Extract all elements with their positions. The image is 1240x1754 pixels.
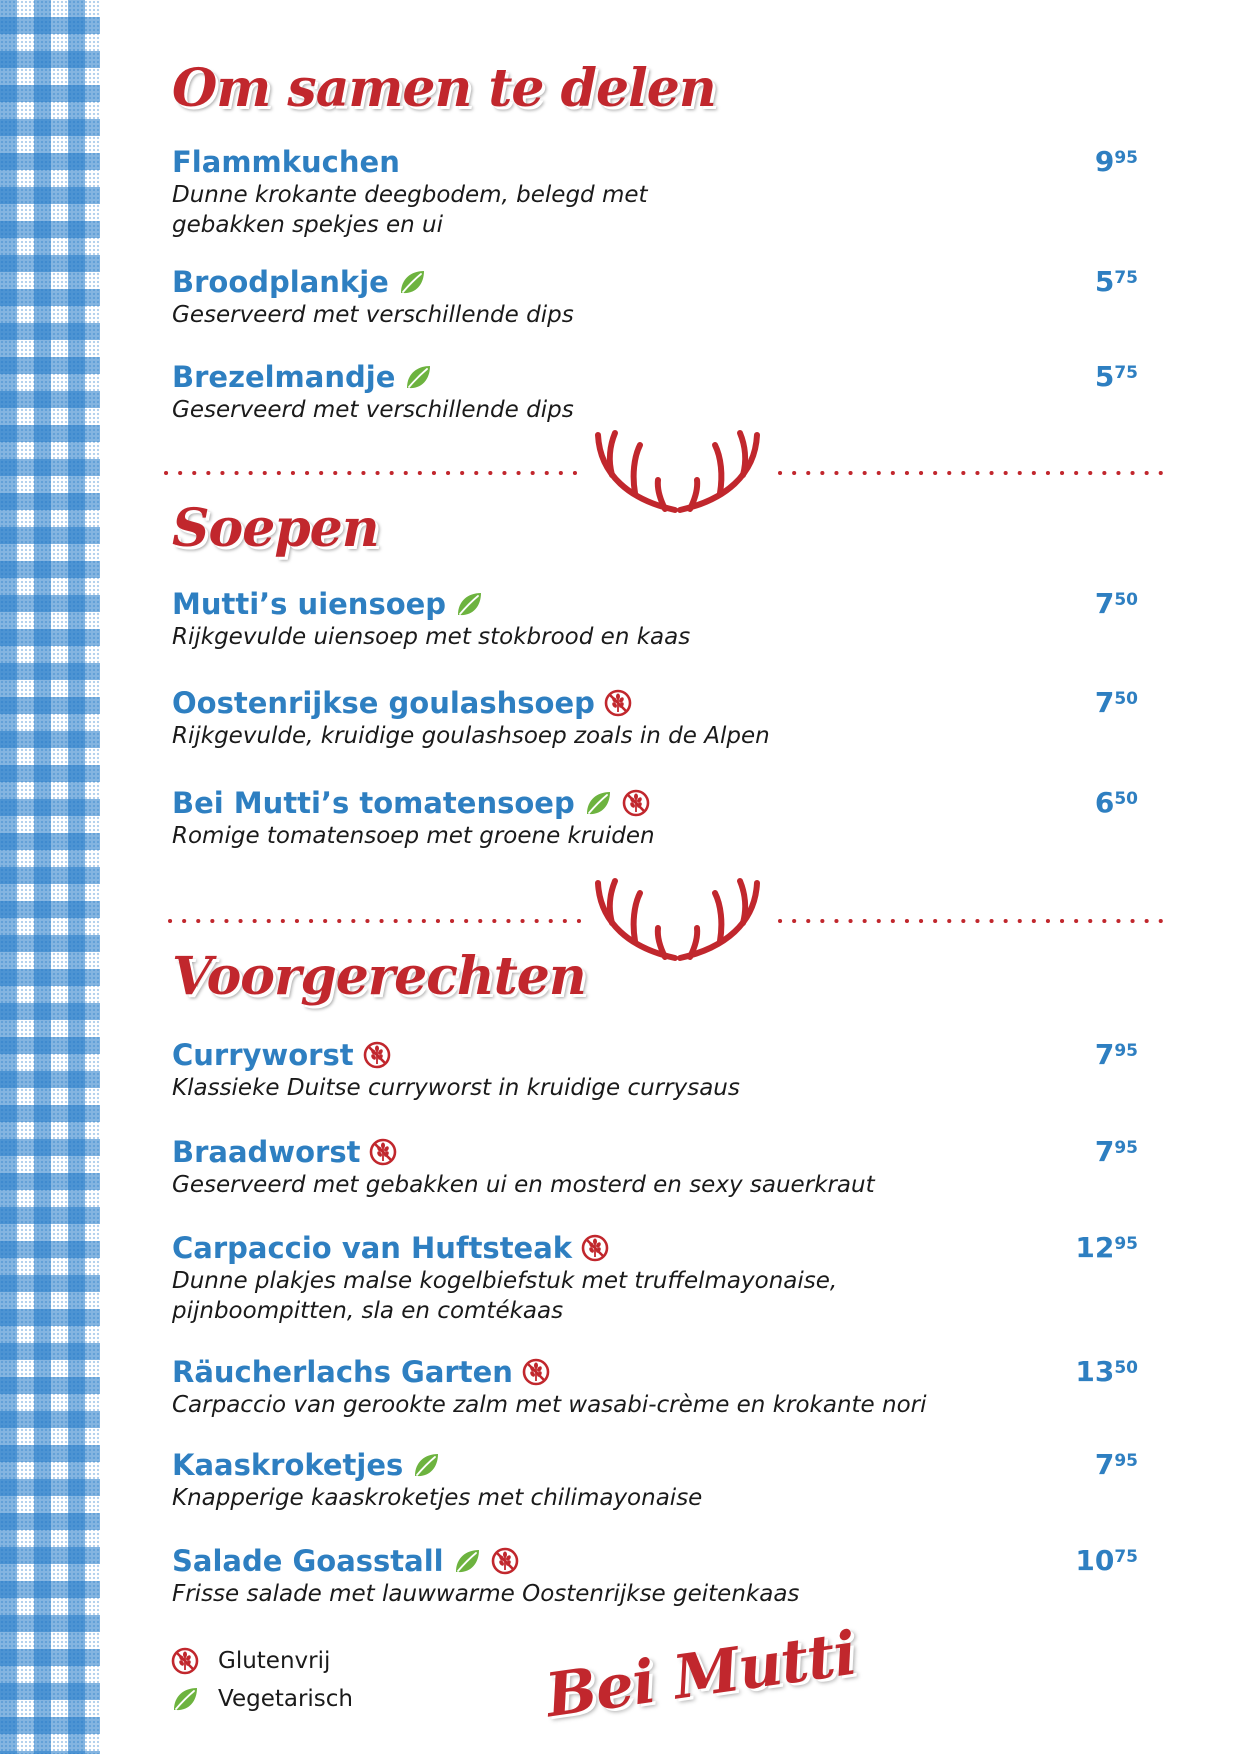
menu-item-goulashsoep [172, 685, 1138, 751]
item-description: Klassieke Duitse curryworst in kruidige currysaus [172, 1075, 740, 1101]
menu-item-uiensoep [172, 586, 1138, 652]
item-name: Braadworst [172, 1135, 361, 1169]
antlers-icon [598, 881, 757, 958]
item-description: Rijkgevulde, kruidige goulashsoep zoals in de Alpen [172, 723, 770, 749]
item-description: Rijkgevulde uiensoep met stokbrood en kaas [172, 624, 691, 650]
item-price: $6^{50}$ [1094, 786, 1138, 819]
item-price: $7^{50}$ [1094, 587, 1138, 620]
menu-item-braadworst [172, 1134, 1138, 1200]
item-description: Geserveerd met verschillende dips [172, 397, 574, 423]
no-wheat-icon [170, 1646, 200, 1676]
leaf-icon [454, 589, 484, 619]
menu-item-salade-goasstall [172, 1543, 1138, 1609]
bei-mutti-logo: Bei Mutti [541, 1618, 861, 1732]
no-wheat-icon [521, 1357, 551, 1387]
leaf-icon [583, 788, 613, 818]
item-price: $5^{75}$ [1094, 360, 1138, 393]
menu-item-flammkuchen [172, 144, 1138, 240]
item-name: Brezelmandje [172, 360, 396, 394]
item-description: Geserveerd met verschillende dips [172, 302, 574, 328]
item-price: $12^{95}$ [1075, 1231, 1138, 1264]
leaf-icon [397, 267, 427, 297]
legend-glutenfree [170, 1642, 353, 1680]
no-wheat-icon [580, 1233, 610, 1263]
item-description: Knapperige kaaskroketjes met chilimayonaise [172, 1485, 703, 1511]
item-price: $10^{75}$ [1075, 1544, 1138, 1577]
gingham-texture [0, 0, 100, 1754]
legend [170, 1642, 353, 1718]
item-description: Dunne krokante deegbodem, belegd met gebakken spekjes en ui [172, 182, 648, 238]
menu-item-carpaccio-huftsteak [172, 1230, 1138, 1326]
item-price: $9^{95}$ [1094, 145, 1138, 178]
item-price: $13^{50}$ [1075, 1355, 1138, 1388]
menu-item-tomatensoep [172, 785, 1138, 851]
leaf-icon [403, 362, 433, 392]
no-wheat-icon [362, 1040, 392, 1070]
no-wheat-icon [490, 1546, 520, 1576]
item-price: $7^{95}$ [1094, 1038, 1138, 1071]
item-description: Frisse salade met lauwwarme Oostenrijkse geitenkaas [172, 1581, 800, 1607]
menu-item-kaaskroketjes [172, 1447, 1138, 1513]
item-description: Dunne plakjes malse kogelbiefstuk met truffelmayonaise, pijnboompitten, sla en comtékaas [172, 1268, 838, 1324]
menu-item-curryworst [172, 1037, 1138, 1103]
item-name: Flammkuchen [172, 145, 400, 179]
leaf-icon [452, 1546, 482, 1576]
item-name: Räucherlachs Garten [172, 1355, 513, 1389]
legend-vegetarian [170, 1680, 353, 1718]
item-name: Carpaccio van Huftsteak [172, 1231, 573, 1265]
antlers-icon [598, 433, 757, 510]
section-title-soepen: Soepen [172, 498, 379, 559]
leaf-icon [170, 1684, 200, 1714]
item-name: Kaaskroketjes [172, 1448, 404, 1482]
menu-item-brezelmandje [172, 359, 1138, 425]
item-name: Curryworst [172, 1038, 354, 1072]
item-name: Oostenrijkse goulashsoep [172, 686, 595, 720]
no-wheat-icon [621, 788, 651, 818]
item-name: Mutti’s uiensoep [172, 587, 447, 621]
menu-item-broodplankje [172, 264, 1138, 330]
item-price: $5^{75}$ [1094, 265, 1138, 298]
item-description: Carpaccio van gerookte zalm met wasabi-crème en krokante nori [172, 1392, 927, 1418]
section-title-voorgerechten: Voorgerechten [172, 946, 586, 1007]
item-price: $7^{50}$ [1094, 686, 1138, 719]
item-name: Bei Mutti’s tomatensoep [172, 786, 575, 820]
item-name: Broodplankje [172, 265, 389, 299]
no-wheat-icon [368, 1137, 398, 1167]
legend-glutenfree-label: Glutenvrij [218, 1648, 331, 1674]
legend-vegetarian-label: Vegetarisch [218, 1686, 354, 1712]
item-price: $7^{95}$ [1094, 1448, 1138, 1481]
section-title-delen: Om samen te delen [172, 58, 716, 119]
item-name: Salade Goasstall [172, 1544, 444, 1578]
item-price: $7^{95}$ [1094, 1135, 1138, 1168]
menu-item-raucherlachs [172, 1354, 1138, 1420]
leaf-icon [411, 1450, 441, 1480]
no-wheat-icon [603, 688, 633, 718]
item-description: Geserveerd met gebakken ui en mosterd en sexy sauerkraut [172, 1172, 875, 1198]
item-description: Romige tomatensoep met groene kruiden [172, 823, 655, 849]
